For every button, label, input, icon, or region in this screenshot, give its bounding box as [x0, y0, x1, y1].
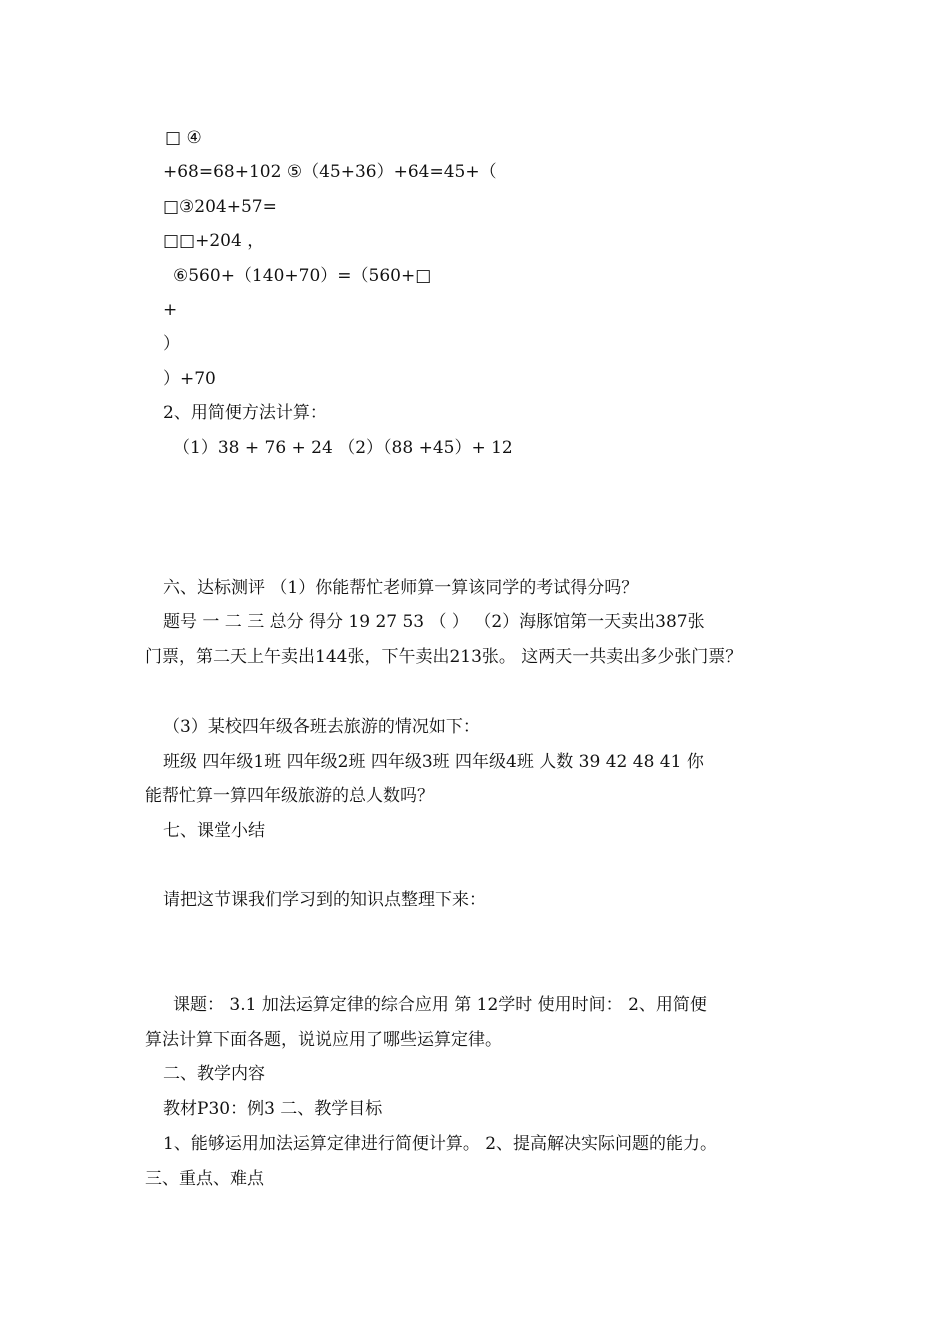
section-heading-content: 二、教学内容 — [163, 1064, 265, 1084]
text-line-equation-4-5: +68=68+102 ⑤（45+36）+64=45+（ — [163, 162, 497, 182]
text-line-equation-6: ⑥560+（140+70）=（560+□ — [173, 266, 432, 286]
text-line-equation-3-cont: □□+204 ， — [163, 231, 265, 251]
text-line-tickets: 门票，第二天上午卖出144张，下午卖出213张。 这两天一共卖出多少张门票？ — [145, 647, 743, 667]
text-line-textbook: 教材P30：例3 二、教学目标 — [163, 1099, 383, 1119]
text-line-score-table: 题号 一 二 三 总分 得分 19 27 53 （ ） （2）海豚馆第一天卖出387张 — [163, 612, 705, 632]
text-line-box-4: □ ④ — [165, 128, 202, 148]
text-line-total-question: 能帮忙算一算四年级旅游的总人数吗？ — [145, 786, 434, 806]
text-line-equation-3: □③204+57= — [163, 197, 277, 217]
text-line-exercises: （1）38 + 76 + 24 （2）（88 +45）+ 12 — [173, 438, 513, 458]
section-heading-simple-calc: 2、用简便方法计算： — [163, 403, 327, 423]
section-heading-assessment: 六、达标测评 （1）你能帮忙老师算一算该同学的考试得分吗？ — [163, 578, 639, 598]
text-line-lesson-title: 课题： 3.1 加法运算定律的综合应用 第 12学时 使用时间： 2、用简便 — [173, 995, 707, 1015]
section-heading-summary: 七、课堂小结 — [163, 821, 265, 841]
text-line-goals: 1、能够运用加法运算定律进行简便计算。 2、提高解决实际问题的能力。 — [163, 1134, 718, 1154]
text-line-lesson-title-cont: 算法计算下面各题，说说应用了哪些运算定律。 — [145, 1030, 502, 1050]
text-line-class-table: 班级 四年级1班 四年级2班 四年级3班 四年级4班 人数 39 42 48 41 你 — [163, 752, 704, 772]
text-line-plus-70: ）+70 — [163, 369, 216, 389]
text-line-paren: ） — [163, 334, 180, 354]
section-heading-key-points: 三、重点、难点 — [145, 1169, 264, 1189]
text-line-plus: + — [163, 300, 178, 320]
text-line-trip-intro: （3）某校四年级各班去旅游的情况如下： — [163, 717, 480, 737]
text-line-summary-prompt: 请把这节课我们学习到的知识点整理下来： — [163, 890, 486, 910]
